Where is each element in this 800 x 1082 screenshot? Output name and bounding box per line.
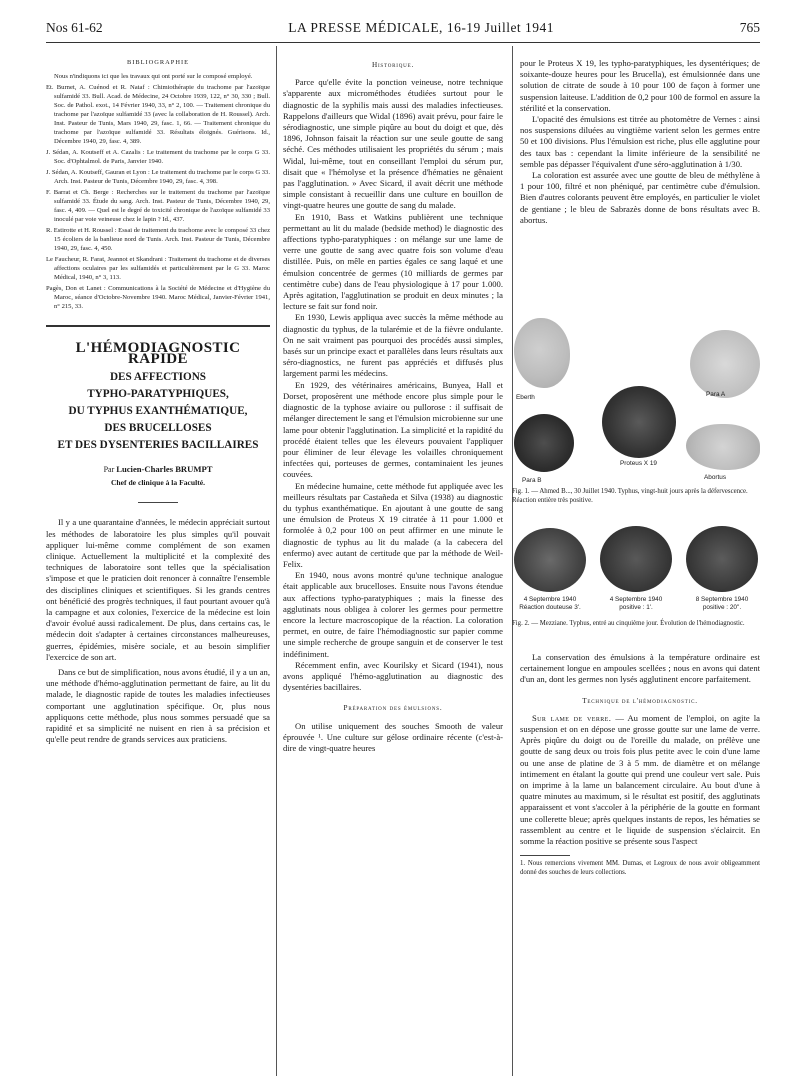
figure-2-caption: Fig. 2. — Mezziane. Typhus, entré au cinquième jour. Évolution de l'hémodiagnostic. <box>512 620 745 627</box>
journal-title-date: LA PRESSE MÉDICALE, 16-19 Juillet 1941 <box>288 20 555 35</box>
column-3-lower <box>520 652 760 877</box>
agglutination-spot-para-a <box>690 330 760 398</box>
agglutination-spot-day-1 <box>514 528 586 592</box>
column-rule <box>276 46 277 1076</box>
preparation-heading: Préparation des émulsions. <box>343 704 443 713</box>
bibliography-ref: F. Barrat et Ch. Berge : Recherches sur le traitement du trachome par l'azoïque sulfamidé 33. Étude du sang. Arch. Inst. Pasteur de Tunis, Décembre 1940, 29, fasc. 4, 409. — Quel est le degré de toxicité chronique de l'azoïque sulfamidé 33 inoculé par voie veineuse chez le lapin ? Id., 437. <box>46 188 270 223</box>
body-paragraph: La coloration est assurée avec une goutte de bleu de méthylène à 1 pour 100, filtré et non phéniqué, par centimètre cube d'émulsion. Bien d'autres colorants peuvent être employés, en particulier le violet de gentiane ; le bleu de Sabrazès donne de bons résultats avec B. abortus. <box>520 170 760 225</box>
article-author: Par Lucien-Charles BRUMPT <box>103 464 213 474</box>
body-paragraph: Récemment enfin, avec Kourilsky et Sicard (1941), nous avons appliqué l'hémo-agglutination au diagnostic des dysentéries bacillaires. <box>283 659 503 693</box>
article-subtitle: DES AFFECTIONS TYPHO-PARATYPHIQUES, DU TYPHUS EXANTHÉMATIQUE, DES BRUCELLOSES ET DES DYSENTERIES BACILLAIRES <box>57 371 259 451</box>
figure-2 <box>500 520 770 620</box>
body-paragraph: En médecine humaine, cette méthode fut appliquée avec les meilleurs résultats par Castañeda et Silva (1938) au diagnostic du typhus exanthématique. En ajoutant à une goutte de sang une émulsion de Proteus X 19 citratée à 11 pour 1.000 et formolée à 0,2 pour 100 on peut affirmer en une minute le diagnostic de typhus au lit du malade (a la cabecera del enfermo) avec autant de certitude que par la méthode de Weil-Felix. <box>283 480 503 569</box>
column-1 <box>46 52 270 745</box>
body-paragraph: Sur lame de verre. — Au moment de l'emploi, on agite la suspension et on en dépose une grosse goutte sur une lame de verre. Après piqûre du doigt ou de l'oreille du malade, on prélève une goutte de sang deux ou trois fois plus petite avec le coin d'une lame ou une anse de platine de 3 à 5 mm. de diamètre et on mélange intimement en étalant la goutte qui prend une couleur vert sale. Puis on imprime à la lame un balancement circulaire. Au bout d'une à quatre minutes au maximum, si le résultat est positif, des agglutinats apparaissent et vont s'accoler à la périphérie de la goutte en formant une collerette bleue; après quelques instants de repos, les hématies se rassemblent au centre et le liquide de suspension s'éclaircit. En somme la réaction positive se présente sous l'aspect <box>520 712 760 847</box>
figure-1-caption: Fig. 1. — Ahmed B..., 30 Juillet 1940. Typhus, vingt-huit jours après la défervescence. Réaction entière très positive. <box>512 488 748 504</box>
figure-2-label: 4 Septembre 1940 Réaction douteuse 3'. <box>519 596 581 611</box>
figure-1-label: Proteus X 19 <box>620 460 657 467</box>
body-paragraph: On utilise uniquement des souches Smooth de valeur éprouvée ¹. Une culture sur gélose ordinaire récente (c'est-à-dire de vingt-quatre heures <box>283 720 503 753</box>
issue-number: Nos 61-62 <box>46 20 103 35</box>
agglutination-spot-para-b <box>514 414 574 472</box>
body-paragraph: En 1929, des vétérinaires américains, Bunyea, Hall et Dorset, proposèrent une méthode encore plus simple pour le diagnostic de la typhose aviaire ou pullorose : il suffisait de mélanger directement le sang et l'émulsion microbienne sur une lame pour obtenir l'agglutination. La simplicité et la rapidité du procédé étaient telles que les éleveurs pouvaient l'appliquer pour éliminer de leur élevage les volailles chroniquement infectées qui, porteuses de germes, contaminaient les jeunes couvées. <box>283 379 503 480</box>
historique-heading: Historique. <box>371 61 415 69</box>
technique-lead: Sur lame de verre. <box>532 712 612 723</box>
agglutination-spot-eberth <box>514 318 570 388</box>
body-paragraph: En 1910, Bass et Watkins publièrent une technique permettant au lit du malade (bedside method) le diagnostic des affections typho-paratyphiques : on mélange sur une lame de verre une goutte de sang avec quatre fois son volume d'eau distillée. Puis, on mêle en parties égales ce sang laqué et une émulsion concentrée de germes (10 milliards de germes par centimètre cube) dans de l'eau physiologique à 17 pour 1.000. Après agitation, l'agglutination se produit en deux minutes ; la lecture se fait sur fond noir. <box>283 211 503 312</box>
agglutination-spot-proteus <box>602 386 676 458</box>
body-paragraph: En 1940, nous avons montré qu'une technique analogue était applicable aux brucelloses. Ensuite nous l'avons étendue aux affections typho-paratyphiques ; mais la finesse des agglutinats nous obligea à colorer les germes pour permettre encore la lecture macroscopique de la réaction. La coloration permet, en outre, de faire l'hémodiagnostic sur papier comme une simple recherche de groupe sanguin et de conserver le test indéfiniment. <box>283 570 503 659</box>
figure-1-label: Para A <box>706 391 726 398</box>
body-paragraph: La conservation des émulsions à la température ordinaire est certainement longue en ampoules scellées ; nous en avons qui datent d'un an, dont les germes non lysés agglutinent encore parfaitement. <box>520 652 760 685</box>
title-rule <box>138 502 178 503</box>
technique-heading: Technique de l'hémodiagnostic. <box>582 696 698 705</box>
body-paragraph: Parce qu'elle évite la ponction veineuse, notre technique s'apparente aux microméthodes étudiées surtout pour le diagnostic de la syphilis mais aussi des maladies infectieuses. Rappelons d'ailleurs que Widal (1896) avait prévu, pour faire le sérodiagnostic, une simple piqûre au bout du doigt et que, dès 1896, Johnson faisait la réaction sur une seule goutte de sang séché. Ces méthodes utilisaient les propriétés du sérum ; mais Widal, lui-même, tout en conseillant l'emploi du sérum pur, disait que « l'hémolyse et la présence d'hématies ne gênaient pas l'agglutination. » Avec Sicard, il avait décrit une méthode simple consistant à recueillir dans une culture en bouillon de vingt-quatre heures une goutte de sang du malade. <box>283 77 503 211</box>
bibliography-intro: Nous n'indiquons ici que les travaux qui ont porté sur le composé employé. <box>54 72 253 80</box>
author-affiliation: Chef de clinique à la Faculté. <box>110 478 206 488</box>
agglutination-spot-day-3 <box>686 526 758 592</box>
page-number: 765 <box>739 20 760 35</box>
bibliography-heading: BIBLIOGRAPHIE <box>127 59 189 66</box>
body-paragraph: L'opacité des émulsions est titrée au photomètre de Vernes : ainsi nos suspensions diluées au vingtième varient selon les germes entre 50 et 100 divisions. Plus l'émulsion est riche, plus elle agglutine pour des taux bas : cependant la limite inférieure de la sensibilité ne semble pas dépasser l'équivalent d'une séro-agglutination à 1/30. <box>520 114 760 169</box>
bibliography-ref: R. Estirotte et H. Roussel : Essai de traitement du trachome avec le composé 33 chez 15 écoliers de la banlieue nord de Tunis. Arch. Inst. Pasteur de Tunis, Décembre 1940, 29, fasc. 4, 450. <box>46 226 270 252</box>
agglutination-spot-abortus <box>686 424 760 470</box>
column-3 <box>520 58 760 226</box>
body-paragraph: En 1930, Lewis appliqua avec succès la même méthode au diagnostic du typhus, de la tularémie et de la fièvre ondulante. On ne sait vraiment pas pourquoi des procédés aussi simples, basés sur un principe exact et parallèles dans leurs résultats aux séro-diagnostics, ne furent pas appréciés et diffusés plus largement parmi les médecins. <box>283 312 503 379</box>
bibliography-ref: Et. Burnet, A. Cuénod et R. Nataf : Chimiothérapie du trachome par l'azoïque sulfamidé 33. Bull. Acad. de Médecine, 24 Octobre 1939, 122, n° 30, 330 ; Bull. Soc. de Pathol. exot., 14 Février 1940, 33, n° 2, 100. — Traitement chronique du trachome par l'azoïque sulfamidé 33 (avec la collaboration de H. Roussel). Arch. Inst. Pasteur de Tunis, Mars 1940, 29, fasc. 1, 66. — Traitement chronique du trachome par l'azoïque sulfamidé 33. Résultats éloignés. Guérisons. Id., Décembre 1940, 29, fasc. 4, 389. <box>46 83 270 145</box>
figure-2-label: 8 Septembre 1940 positive : 20''. <box>695 596 749 611</box>
bibliography-ref: Le Faucheur, R. Farat, Jeannot et Skandrani : Traitement du trachome et de diverses affections oculaires par les sulfamidés et particulièrement par le G 33. Maroc Médical, 1940, n° 3, 113. <box>46 255 270 281</box>
figure-2-label: 4 Septembre 1940 positive : 1'. <box>609 596 663 611</box>
bibliography-ref: Pagès, Don et Lanet : Communications à la Société de Médecine et d'Hygiène du Maroc, séance d'Octobre-Novembre 1940. Maroc Médical, Janvier-Février 1941, n° 215, 33. <box>46 284 270 310</box>
intro-paragraph: Dans ce but de simplification, nous avons étudié, il y a un an, une méthode d'hémo-agglutination permettant de faire, au lit du malade, le diagnostic rapide de toutes les maladies infectieuses comportant une agglutination spécifique. Or, plus nous appliquons cette méthode, plus nous sommes persuadé que sa rapidité et sa simplicité ne nuisent en rien à sa précision et qu'elle peut rendre de grands services aux praticiens. <box>46 667 270 745</box>
figure-1-label: Para B <box>522 477 542 484</box>
figure-1-label: Eberth <box>516 394 535 401</box>
figure-1 <box>500 312 770 502</box>
agglutination-spot-day-2 <box>600 526 672 592</box>
bibliography-ref: J. Sédan, A. Koutseff, Gauran et Lyon : Le traitement du trachome par le corps G 33. Arch. Inst. Pasteur de Tunis, Décembre 1940, 29, fasc. 4, 398. <box>46 168 270 185</box>
body-paragraph: pour le Proteus X 19, les typho-paratyphiques, les dysentériques; de soixante-douze heures pour les Brucella), est émulsionnée dans une solution de citrate de soude à 10 pour 100 de façon à former une suspension laiteuse. L'addition de 0,2 pour 100 de formol en assure la stérilité et la conservation. <box>520 58 760 113</box>
footnote-rule <box>520 855 570 856</box>
intro-paragraph: Il y a une quarantaine d'années, le médecin appréciait surtout les méthodes de laboratoire les plus simples qu'il pouvait appliquer lui-même comme complément de son examen clinique. Actuellement la multiplicité et la complexité des techniques de laboratoire sont telles que la spécialisation s'impose et que le praticien doit renoncer à connaître l'ensemble des disciplines cliniques et scientifiques. Si les grands centres ont bénéficié des progrès techniques, il faut pourtant avouer qu'à la campagne et aux colonies, l'exercice de la médecine est loin d'avoir évolué aussi radicalement. De plus, dans certains cas, le médecin doit s'adapter à certaines circonstances malheureuses, guerres, épidémies, misère sociale, et au besoin simplifier l'exercice de son art. <box>46 517 270 662</box>
article-title: L'HÉMODIAGNOSTIC RAPIDE <box>75 339 241 367</box>
footnote: 1. Nous remercions vivement MM. Dumas, et Legroux de nous avoir obligeamment donné des souches de leurs collections. <box>520 860 760 876</box>
running-header <box>46 20 760 43</box>
figure-1-label: Abortus <box>704 474 727 481</box>
column-2 <box>283 58 503 754</box>
section-divider <box>46 325 270 327</box>
bibliography-ref: J. Sédan, A. Koutseff et A. Cazalis : Le traitement du trachome par le corps G 33. Soc. d'Ophtalmol. de Paris, Janvier 1940. <box>46 148 270 165</box>
